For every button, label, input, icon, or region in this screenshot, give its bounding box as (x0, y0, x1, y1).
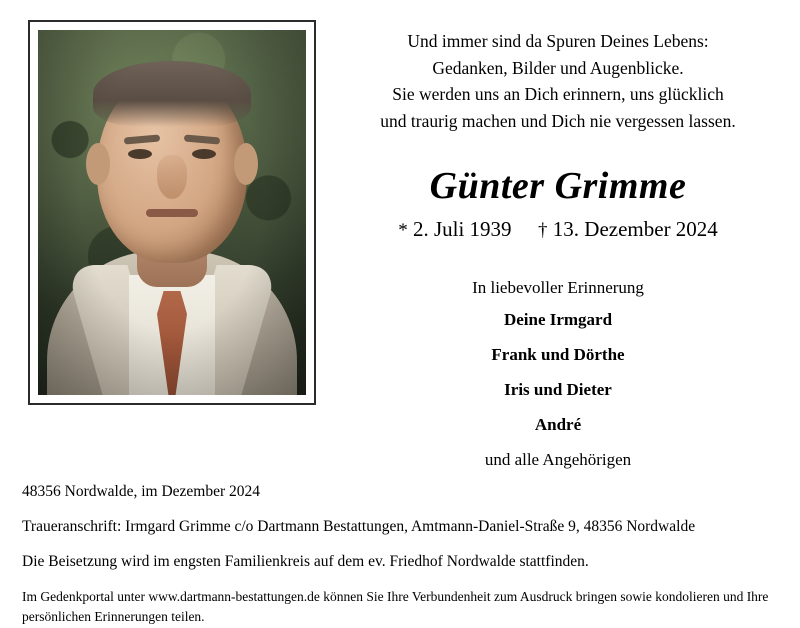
memorial-verse (338, 28, 778, 134)
death-date: 13. Dezember 2024 (552, 217, 718, 242)
obituary-text-block (316, 20, 786, 470)
birth-date: 2. Juli 1939 (412, 217, 512, 242)
verse-line-2: Gedanken, Bilder und Augenblicke. (432, 57, 684, 78)
birth-symbol: * (398, 220, 408, 242)
death-symbol: † (538, 220, 548, 242)
mourner-item: André (534, 415, 582, 435)
mourner-item: Iris und Dieter (504, 380, 612, 400)
memory-intro: In liebevoller Erinnerung (472, 278, 644, 298)
mourners-closing: und alle Angehörigen (484, 450, 632, 470)
life-dates (338, 217, 778, 242)
photo-vignette (38, 30, 306, 395)
verse-line-3: Sie werden uns an Dich erinnern, uns glücklich (392, 84, 724, 105)
portrait-frame (28, 20, 316, 405)
mourners-list (338, 310, 778, 470)
deceased-name: Günter Grimme (429, 165, 687, 208)
place-and-date: 48356 Nordwalde, im Dezember 2024 (22, 483, 261, 501)
verse-line-4: und traurig machen und Dich nie vergessen lassen. (380, 110, 736, 131)
funeral-information: Die Beisetzung wird im engsten Familienkreis auf dem ev. Friedhof Nordwalde stattfinden. (22, 553, 589, 571)
memorial-portal-note: Im Gedenkportal unter www.dartmann-bestattungen.de können Sie Ihre Verbundenheit zum Ausdruck bringen sowie kondolieren und Ihre persönlichen Erinnerungen teilen. (22, 589, 769, 625)
verse-line-1: Und immer sind da Spuren Deines Lebens: (407, 31, 709, 51)
obituary-top-section (14, 20, 786, 470)
mourner-item: Frank und Dörthe (491, 345, 625, 365)
mourning-address: Traueranschrift: Irmgard Grimme c/o Dartmann Bestattungen, Amtmann-Daniel-Straße 9, 48356 Nordwalde (22, 518, 696, 536)
portrait-photo (38, 30, 306, 395)
mourner-item: Deine Irmgard (503, 310, 613, 330)
obituary-footer (14, 482, 786, 627)
